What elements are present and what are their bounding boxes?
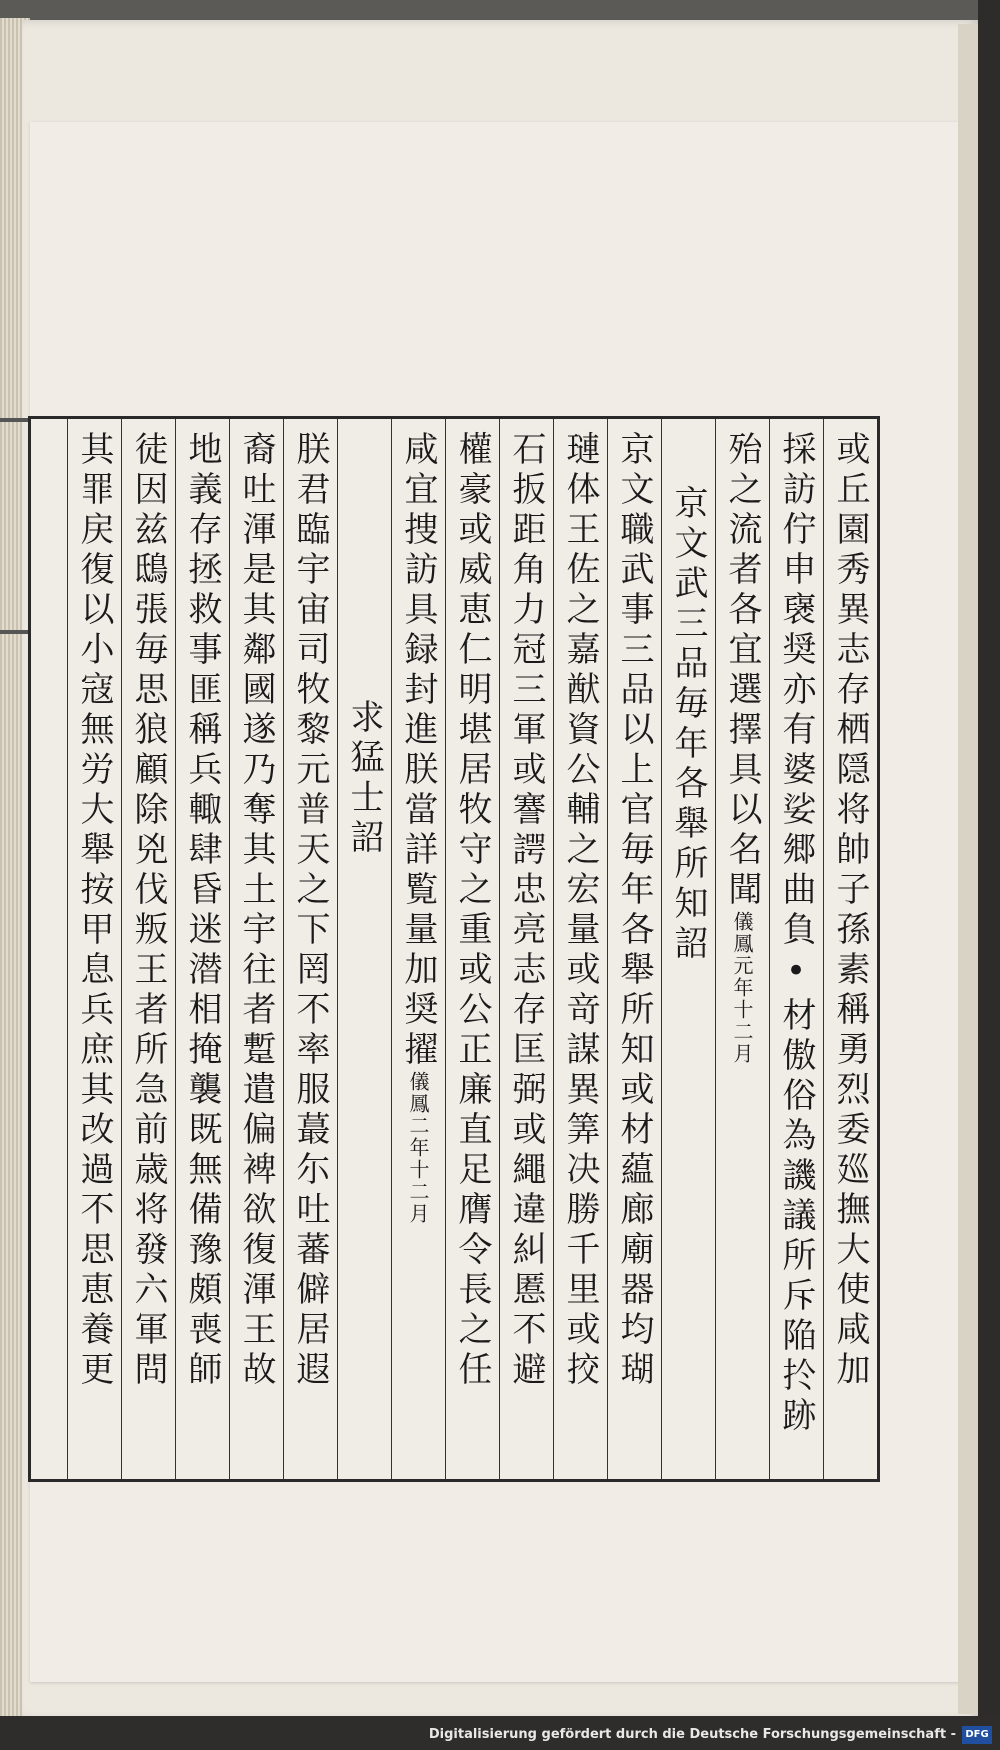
text-column: 殆之流者各宜選擇具以名聞儀鳳元年十二月 [715, 419, 769, 1479]
text-column: 朕君臨宇宙司牧黎元普天之下罔不率服蕞尓吐蕃僻居遐 [283, 419, 337, 1479]
text-column: 京文職武事三品以上官毎年各舉所知或材藴廊廟器均瑚 [607, 419, 661, 1479]
text-column: 璉体王佐之嘉猷資公輔之宏量或竒謀異筭决勝千里或挍 [553, 419, 607, 1479]
text-column: 裔吐渾是其鄰國遂乃奪其土宇往者蹔遣偏裨欲復渾王故 [229, 419, 283, 1479]
top-strip [0, 0, 1000, 22]
text-columns [31, 419, 877, 1479]
text-column: 石扳距角力冠三軍或謇諤忠亮志存匡弼或繩違糾慝不避 [499, 419, 553, 1479]
text-column: 權豪或威恵仁明堪居牧守之重或公正廉直足膺令長之任 [445, 419, 499, 1479]
text-column: 地義存拯救事匪稱兵輙肆昏迷潜相掩襲既無備豫頗喪師 [175, 419, 229, 1479]
date-note: 儀鳳二年十二月 [406, 1071, 430, 1225]
text-column: 徒因兹鴟張毎思狼顧除兇伐叛王者所急前歳将發六軍問 [121, 419, 175, 1479]
right-strip [978, 0, 1000, 1750]
dfg-logo: DFG [962, 1726, 992, 1744]
text-column: 其罪戻復以小寇無労大舉按甲息兵庶其改過不思恵養更 [67, 419, 121, 1479]
text-column-title: 京文武三品毎年各舉所知詔 [661, 419, 715, 1479]
text-column-title: 求猛士詔 [337, 419, 391, 1479]
text-column: 採訪佇申襃奨亦有婆娑郷曲負•材傲俗為譏議所斥陥扵跡 [769, 419, 823, 1479]
right-page-edge [958, 24, 978, 1714]
text-frame [28, 416, 880, 1482]
footer-bar [0, 1716, 1000, 1750]
text-column: 或丘園秀異志存栖隠将帥子孫素稱勇烈委廵撫大使咸加 [823, 419, 877, 1479]
date-note: 儀鳳元年十二月 [730, 911, 754, 1065]
funding-credit: Digitalisierung gefördert durch die Deutsche Forschungsgemeinschaft - [428, 1727, 956, 1742]
text-column: 咸宜捜訪具録封進朕當詳覧量加奨擢儀鳳二年十二月 [391, 419, 445, 1479]
